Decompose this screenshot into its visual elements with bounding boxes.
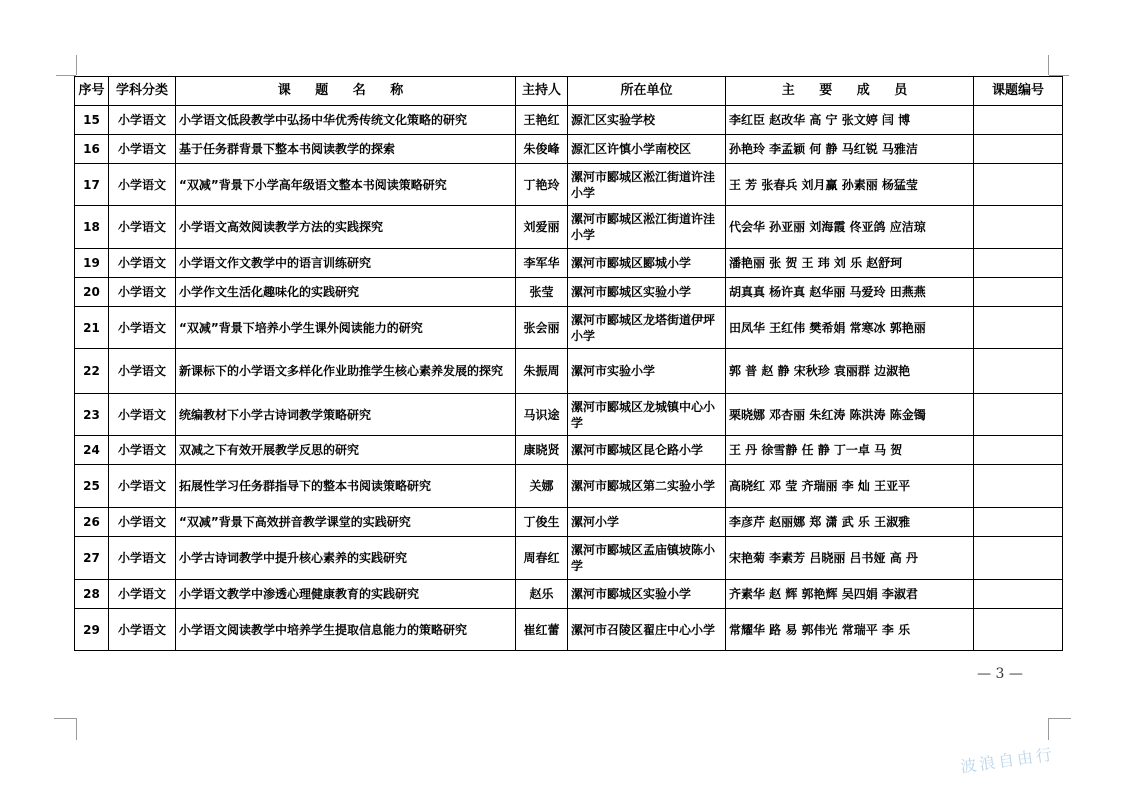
cell-unit: 漯河市郾城区昆仑路小学 (568, 436, 726, 465)
header-members: 主 要 成 员 (726, 77, 974, 106)
cell-num: 23 (75, 394, 109, 436)
cell-code (974, 580, 1063, 609)
cell-num: 18 (75, 206, 109, 249)
cell-host: 李军华 (516, 249, 568, 278)
cell-unit: 漯河市郾城区郾城小学 (568, 249, 726, 278)
cell-members: 田凤华 王红伟 樊希娟 常寒冰 郭艳丽 (726, 307, 974, 349)
cell-members: 王 芳 张春兵 刘月赢 孙素丽 杨猛莹 (726, 164, 974, 206)
cell-host: 张莹 (516, 278, 568, 307)
cell-code (974, 307, 1063, 349)
cell-num: 25 (75, 465, 109, 508)
cell-host: 王艳红 (516, 106, 568, 135)
cell-members: 代会华 孙亚丽 刘海霞 佟亚鸽 应洁琼 (726, 206, 974, 249)
cell-title: “双减”背景下培养小学生课外阅读能力的研究 (176, 307, 516, 349)
cell-title: 小学语文作文教学中的语言训练研究 (176, 249, 516, 278)
cell-title: 小学语文阅读教学中培养学生提取信息能力的策略研究 (176, 609, 516, 651)
cell-members: 栗晓娜 邓杏丽 朱红涛 陈洪涛 陈金镯 (726, 394, 974, 436)
header-num: 序号 (75, 77, 109, 106)
table-row (75, 580, 1063, 609)
crop-mark-top-right (1048, 55, 1049, 75)
cell-title: 拓展性学习任务群指导下的整本书阅读策略研究 (176, 465, 516, 508)
cell-host: 丁俊生 (516, 508, 568, 537)
cell-unit: 漯河市郾城区第二实验小学 (568, 465, 726, 508)
cell-title: 新课标下的小学语文多样化作业助推学生核心素养发展的探究 (176, 349, 516, 394)
cell-host: 丁艳玲 (516, 164, 568, 206)
cell-subject: 小学语文 (109, 307, 176, 349)
header-host: 主持人 (516, 77, 568, 106)
page-number: — 3 — (977, 666, 1023, 682)
cell-code (974, 609, 1063, 651)
table-row (75, 206, 1063, 249)
cell-host: 康晓贤 (516, 436, 568, 465)
cell-subject: 小学语文 (109, 135, 176, 164)
cell-unit: 漯河市郾城区龙城镇中心小学 (568, 394, 726, 436)
cell-subject: 小学语文 (109, 508, 176, 537)
cell-code (974, 465, 1063, 508)
cell-subject: 小学语文 (109, 537, 176, 580)
cell-num: 29 (75, 609, 109, 651)
cell-title: 小学作文生活化趣味化的实践研究 (176, 278, 516, 307)
watermark-signature: 波浪自由行 (959, 744, 1057, 777)
cell-unit: 漯河市实验小学 (568, 349, 726, 394)
cell-code (974, 164, 1063, 206)
cell-host: 刘爱丽 (516, 206, 568, 249)
crop-mark-bottom-left (76, 718, 77, 740)
table-row (75, 106, 1063, 135)
cell-subject: 小学语文 (109, 249, 176, 278)
cell-code (974, 278, 1063, 307)
cell-unit: 漯河市郾城区淞江街道许洼小学 (568, 164, 726, 206)
cell-members: 郭 普 赵 静 宋秋珍 袁丽群 边淑艳 (726, 349, 974, 394)
cell-code (974, 206, 1063, 249)
cell-unit: 源汇区实验学校 (568, 106, 726, 135)
cell-unit: 漯河市郾城区实验小学 (568, 278, 726, 307)
cell-subject: 小学语文 (109, 349, 176, 394)
cell-code (974, 537, 1063, 580)
crop-mark-bottom-right (1048, 718, 1049, 740)
cell-num: 15 (75, 106, 109, 135)
cell-subject: 小学语文 (109, 278, 176, 307)
cell-unit: 漯河市郾城区实验小学 (568, 580, 726, 609)
cell-code (974, 106, 1063, 135)
cell-title: 小学古诗词教学中提升核心素养的实践研究 (176, 537, 516, 580)
cell-subject: 小学语文 (109, 206, 176, 249)
cell-code (974, 436, 1063, 465)
crop-mark-top-left (76, 55, 77, 75)
crop-mark-top-left-h (56, 75, 76, 76)
cell-title: “双减”背景下高效拼音教学课堂的实践研究 (176, 508, 516, 537)
table-row (75, 307, 1063, 349)
cell-members: 胡真真 杨许真 赵华丽 马爱玲 田燕燕 (726, 278, 974, 307)
cell-unit: 漯河市郾城区龙塔街道伊坪小学 (568, 307, 726, 349)
table-row (75, 609, 1063, 651)
cell-members: 李红臣 赵改华 高 宁 张文婷 闫 博 (726, 106, 974, 135)
project-table (74, 76, 1063, 651)
cell-num: 17 (75, 164, 109, 206)
cell-title: 基于任务群背景下整本书阅读教学的探索 (176, 135, 516, 164)
header-code: 课题编号 (974, 77, 1063, 106)
cell-num: 22 (75, 349, 109, 394)
cell-unit: 漯河市郾城区淞江街道许洼小学 (568, 206, 726, 249)
table-row (75, 349, 1063, 394)
cell-unit: 漯河市召陵区翟庄中心小学 (568, 609, 726, 651)
cell-subject: 小学语文 (109, 609, 176, 651)
table-row (75, 394, 1063, 436)
cell-title: 统编教材下小学古诗词教学策略研究 (176, 394, 516, 436)
cell-code (974, 135, 1063, 164)
cell-members: 宋艳菊 李素芳 吕晓丽 吕书娅 高 丹 (726, 537, 974, 580)
cell-host: 赵乐 (516, 580, 568, 609)
cell-title: 小学语文教学中渗透心理健康教育的实践研究 (176, 580, 516, 609)
header-row (75, 77, 1063, 106)
cell-subject: 小学语文 (109, 164, 176, 206)
cell-unit: 漯河小学 (568, 508, 726, 537)
cell-members: 王 丹 徐雪静 任 静 丁一卓 马 贺 (726, 436, 974, 465)
cell-code (974, 249, 1063, 278)
table-row (75, 537, 1063, 580)
cell-members: 潘艳丽 张 贺 王 玮 刘 乐 赵舒珂 (726, 249, 974, 278)
table-row (75, 465, 1063, 508)
cell-num: 16 (75, 135, 109, 164)
cell-num: 26 (75, 508, 109, 537)
cell-code (974, 394, 1063, 436)
cell-num: 21 (75, 307, 109, 349)
cell-unit: 漯河市郾城区孟庙镇坡陈小学 (568, 537, 726, 580)
cell-host: 马识途 (516, 394, 568, 436)
cell-num: 27 (75, 537, 109, 580)
cell-subject: 小学语文 (109, 106, 176, 135)
cell-title: “双减”背景下小学高年级语文整本书阅读策略研究 (176, 164, 516, 206)
cell-subject: 小学语文 (109, 394, 176, 436)
cell-title: 双减之下有效开展教学反思的研究 (176, 436, 516, 465)
cell-host: 朱振周 (516, 349, 568, 394)
cell-host: 朱俊峰 (516, 135, 568, 164)
crop-mark-bottom-left-h (54, 718, 76, 719)
table-row (75, 164, 1063, 206)
cell-code (974, 349, 1063, 394)
header-title: 课 题 名 称 (176, 77, 516, 106)
cell-num: 24 (75, 436, 109, 465)
table-row (75, 508, 1063, 537)
cell-code (974, 508, 1063, 537)
cell-title: 小学语文低段教学中弘扬中华优秀传统文化策略的研究 (176, 106, 516, 135)
cell-host: 周春红 (516, 537, 568, 580)
cell-host: 崔红蕾 (516, 609, 568, 651)
header-subject: 学科分类 (109, 77, 176, 106)
cell-host: 张会丽 (516, 307, 568, 349)
cell-members: 高晓红 邓 莹 齐瑞丽 李 灿 王亚平 (726, 465, 974, 508)
cell-num: 20 (75, 278, 109, 307)
cell-unit: 源汇区许慎小学南校区 (568, 135, 726, 164)
cell-num: 28 (75, 580, 109, 609)
cell-members: 李彦芹 赵丽娜 郑 潇 武 乐 王淑雅 (726, 508, 974, 537)
header-unit: 所在单位 (568, 77, 726, 106)
cell-members: 常耀华 路 易 郭伟光 常瑞平 李 乐 (726, 609, 974, 651)
cell-num: 19 (75, 249, 109, 278)
cell-members: 齐素华 赵 辉 郭艳辉 吴四娟 李淑君 (726, 580, 974, 609)
cell-subject: 小学语文 (109, 465, 176, 508)
table-row (75, 249, 1063, 278)
cell-members: 孙艳玲 李孟颖 何 静 马红锐 马雅洁 (726, 135, 974, 164)
cell-subject: 小学语文 (109, 580, 176, 609)
table-row (75, 278, 1063, 307)
cell-subject: 小学语文 (109, 436, 176, 465)
crop-mark-bottom-right-h (1049, 718, 1071, 719)
table-row (75, 436, 1063, 465)
cell-host: 关娜 (516, 465, 568, 508)
table-row (75, 135, 1063, 164)
cell-title: 小学语文高效阅读教学方法的实践探究 (176, 206, 516, 249)
